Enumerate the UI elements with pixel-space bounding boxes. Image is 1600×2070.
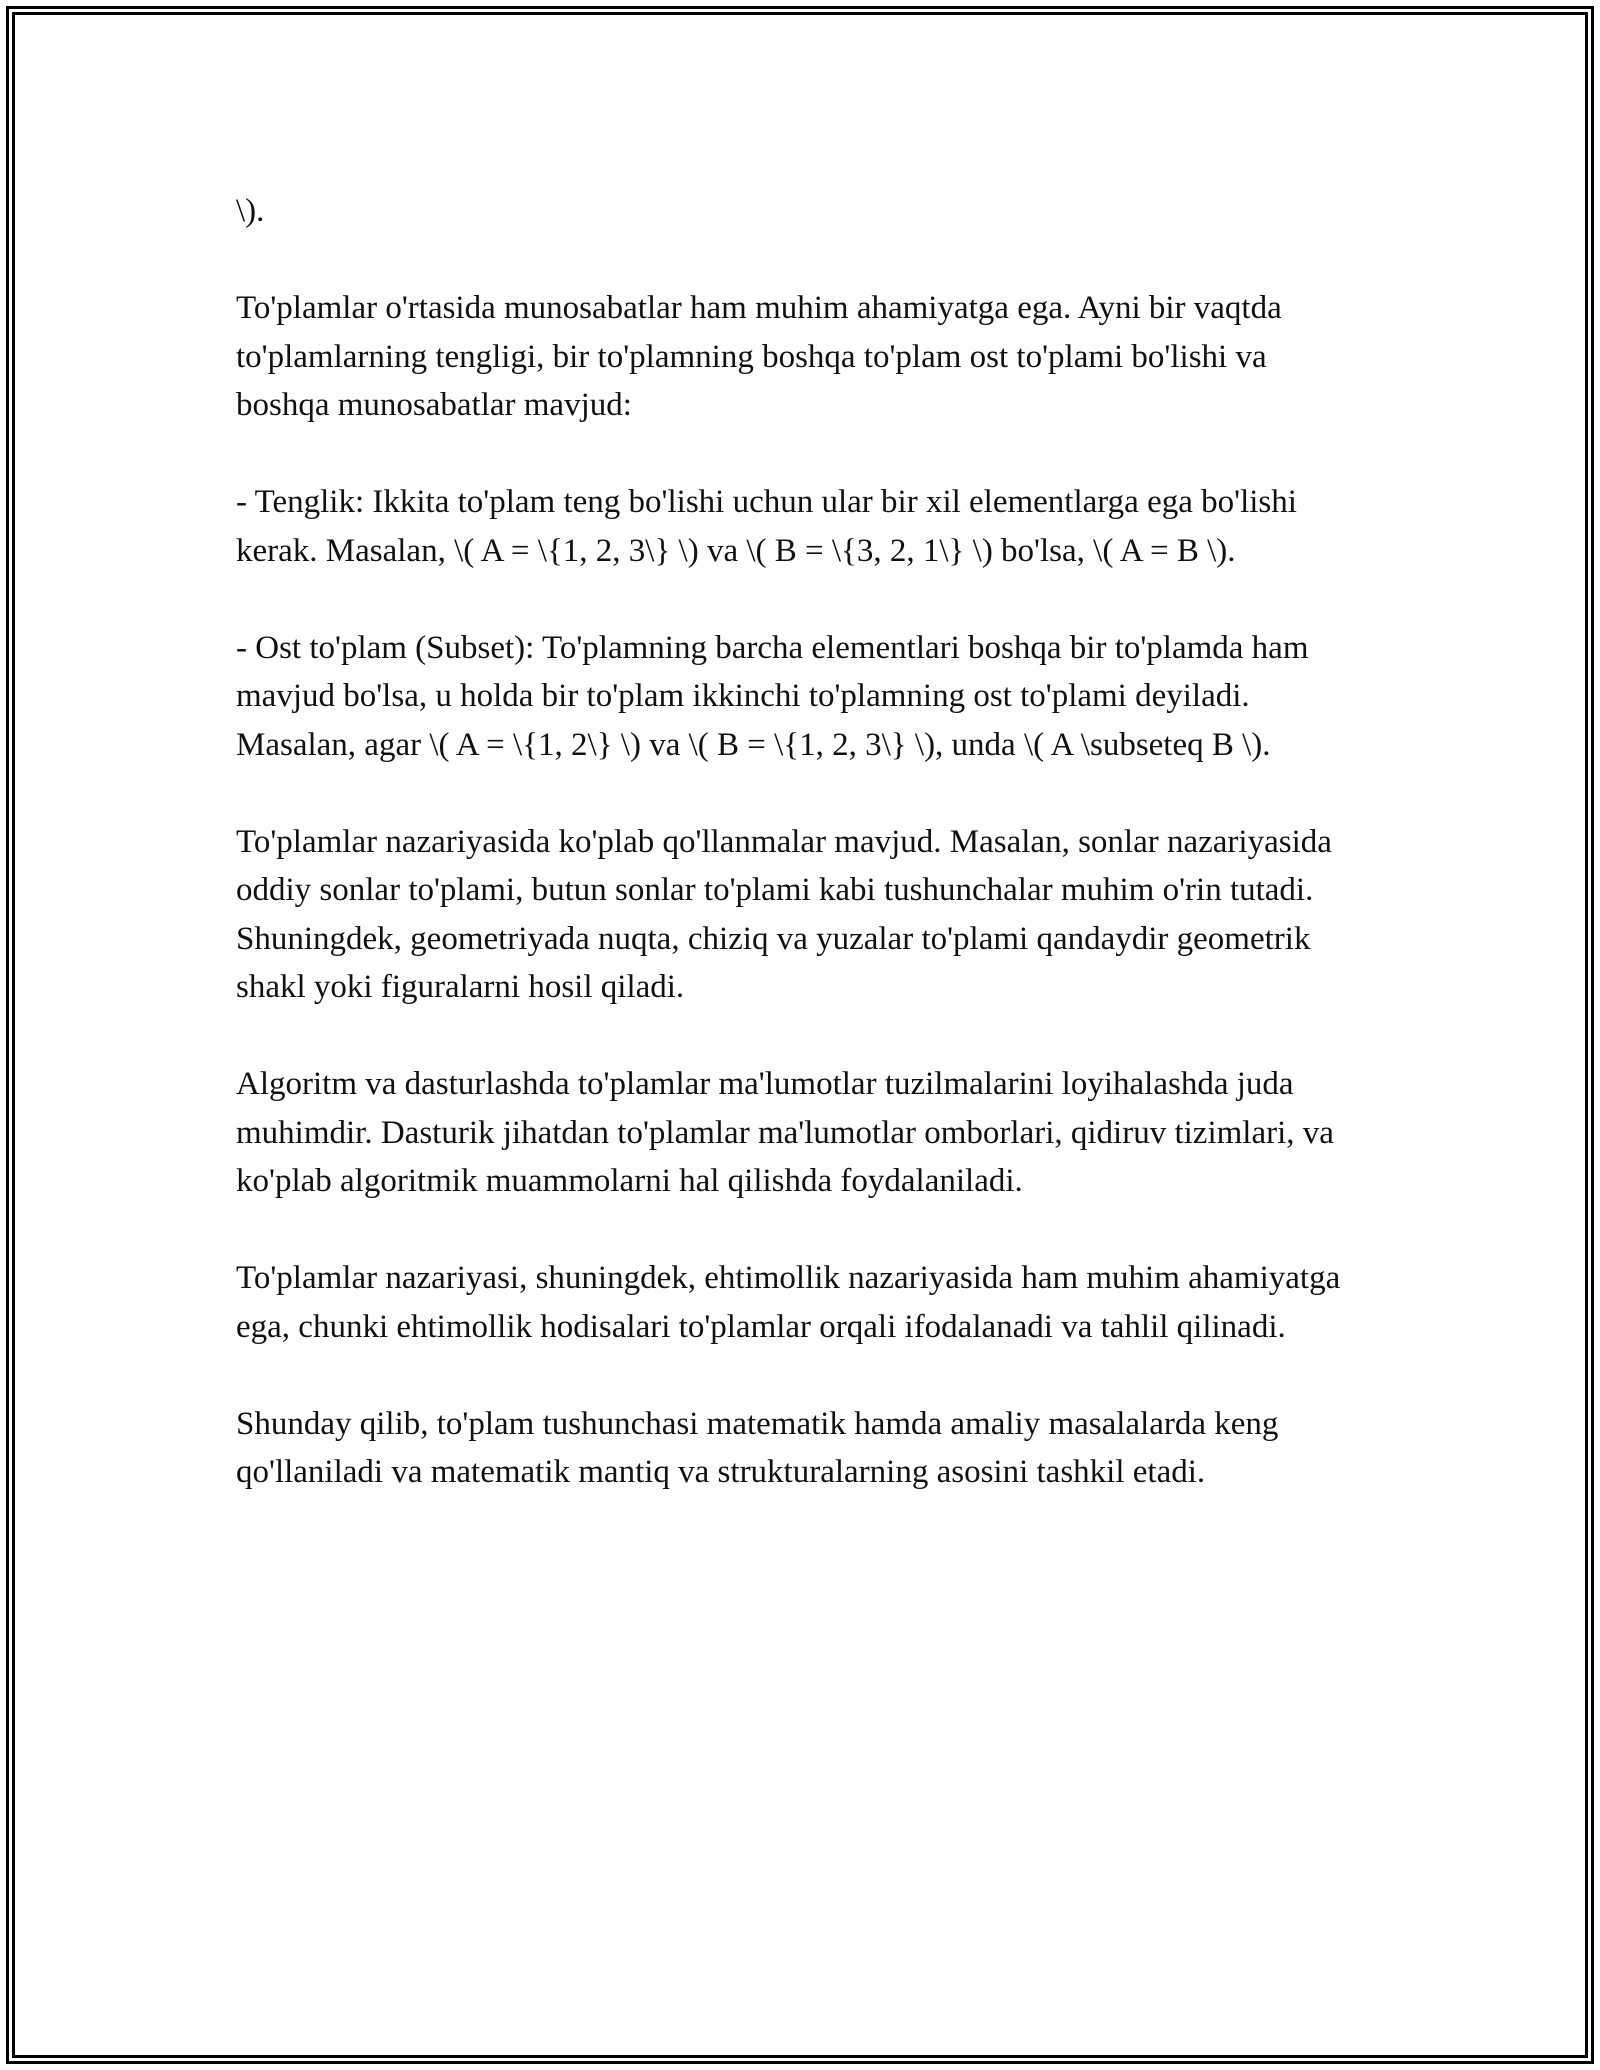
paragraph-applications: To'plamlar nazariyasida ko'plab qo'llanmalar mavjud. Masalan, sonlar nazariyasida oddiy sonlar to'plami, butun sonlar to'plami kabi tushunchalar muhim o'rin tutadi. Shuningdek, geometriyada nuqta, chiziq va yuzalar to'plami qandaydir geometrik shakl yoki figuralarni hosil qiladi.: [236, 823, 1332, 1005]
paragraph-set-relations-intro: To'plamlar o'rtasida munosabatlar ham muhim ahamiyatga ega. Ayni bir vaqtda to'plamlarning tengligi, bir to'plamning boshqa to'plam ost to'plami bo'lishi va boshqa munosabatlar mavjud:: [236, 290, 1282, 423]
paragraph-conclusion: Shunday qilib, to'plam tushunchasi matematik hamda amaliy masalalarda keng qo'llaniladi va matematik mantiq va strukturalarning asosini tashkil etadi.: [236, 1405, 1279, 1490]
paragraph-algorithms: Algoritm va dasturlashda to'plamlar ma'lumotlar tuzilmalarini loyihalashda juda muhimdir. Dasturik jihatdan to'plamlar ma'lumotlar omborlari, qidiruv tizimlari, va ko'plab algoritmik muammolarni hal qilishda foydalaniladi.: [236, 1066, 1334, 1199]
paragraph-probability: To'plamlar nazariyasi, shuningdek, ehtimollik nazariyasida ham muhim ahamiyatga ega, chunki ehtimollik hodisalari to'plamlar orqali ifodalanadi va tahlil qilinadi.: [236, 1260, 1341, 1345]
paragraph-subset: - Ost to'plam (Subset): To'plamning barcha elementlari boshqa bir to'plamda ham mavjud bo'lsa, u holda bir to'plam ikkinchi to'plamning ost to'plami deyiladi. Masalan, agar \( A = \{1, 2\} \) va \( B = \{1, 2, 3\} \), unda \( A \subseteq B \).: [236, 629, 1309, 763]
paragraph-equality: - Tenglik: Ikkita to'plam teng bo'lishi uchun ular bir xil elementlarga ega bo'lishi kerak. Masalan, \( A = \{1, 2, 3\} \) va \( B = \{3, 2, 1\} \) bo'lsa, \( A = B \).: [236, 484, 1297, 569]
document-body: [236, 187, 1366, 1545]
paragraph-equation-end: \).: [236, 193, 265, 229]
